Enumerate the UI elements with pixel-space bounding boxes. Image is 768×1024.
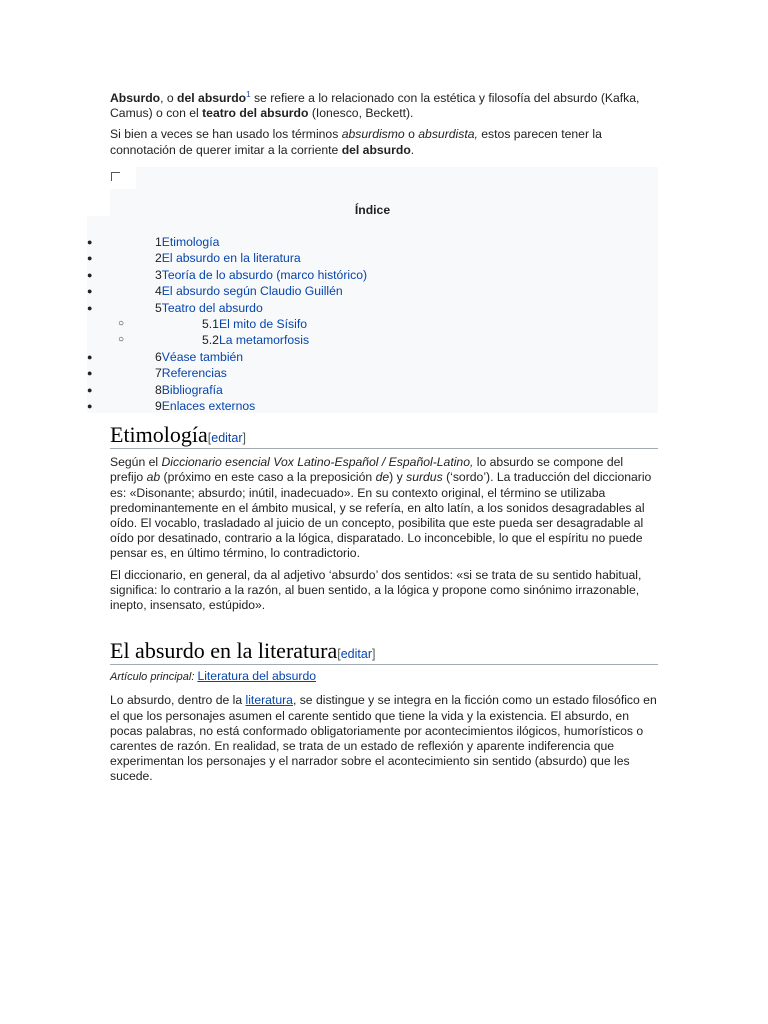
disc-bullet-icon: ● bbox=[87, 400, 93, 411]
toc-item-link[interactable]: La metamorfosis bbox=[218, 333, 310, 348]
section-heading-literatura bbox=[110, 638, 658, 665]
hatnote bbox=[110, 669, 658, 685]
toc-item-number: 7 bbox=[155, 366, 162, 381]
toc-item-number: 1 bbox=[155, 235, 162, 249]
term-del-absurdo: del absurdo bbox=[341, 142, 411, 157]
toc-item-number: 4 bbox=[155, 284, 162, 299]
toc-item-link[interactable]: Referencias bbox=[161, 366, 227, 381]
toc-item[interactable] bbox=[87, 283, 658, 299]
toc-item[interactable] bbox=[87, 365, 658, 381]
toc-item-number: 5.1 bbox=[202, 316, 219, 331]
toc-entry bbox=[155, 365, 227, 381]
hatnote-label: Artículo principal: bbox=[110, 671, 195, 684]
circle-bullet-icon: ○ bbox=[118, 317, 125, 329]
toc-item-link[interactable]: Véase también bbox=[161, 349, 244, 364]
edit-link-etimologia[interactable]: editar bbox=[211, 431, 243, 445]
heading-text: El absurdo en la literatura bbox=[110, 638, 338, 663]
circle-bullet-icon: ○ bbox=[118, 334, 125, 346]
toc-item[interactable] bbox=[87, 349, 658, 365]
toc-item-link[interactable]: Teatro del absurdo bbox=[161, 300, 263, 315]
intro-text: , o bbox=[160, 91, 178, 105]
toc-item[interactable] bbox=[87, 300, 658, 316]
toc-entry bbox=[155, 250, 301, 266]
toc-entry bbox=[202, 332, 309, 348]
term-absurdo: Absurdo bbox=[110, 91, 161, 105]
disc-bullet-icon: ● bbox=[87, 368, 93, 379]
toc-item[interactable] bbox=[87, 316, 658, 332]
toc-item[interactable] bbox=[87, 250, 658, 266]
dictionary-title: Diccionario esencial Vox Latino-Español / Español-Latino, bbox=[161, 455, 474, 470]
toc-list bbox=[87, 234, 658, 414]
toc-item[interactable] bbox=[87, 267, 658, 283]
edit-section bbox=[208, 431, 246, 445]
section-literatura bbox=[110, 638, 658, 791]
edit-bracket-open: [ bbox=[207, 431, 212, 445]
intro-text: o bbox=[404, 127, 419, 142]
edit-bracket-open: [ bbox=[337, 647, 341, 661]
body-text: Lo absurdo, dentro de la bbox=[110, 693, 246, 708]
term-absurdismo: absurdismo bbox=[341, 127, 405, 142]
toc-item-link[interactable]: Enlaces externos bbox=[161, 398, 256, 413]
disc-bullet-icon: ● bbox=[87, 237, 93, 247]
disc-bullet-icon: ● bbox=[87, 286, 93, 297]
term-surdus: surdus bbox=[406, 470, 443, 485]
etimologia-paragraph-2: El diccionario, en general, da al adjetivo ‘absurdo’ dos sentidos: «si se trata de su sentido habitual, significa: lo contrario a la razón, al buen sentido, a la lógica y propone como sinónimo irrazonable, inepto, insensato, estúpido». bbox=[110, 567, 642, 613]
toc-entry bbox=[155, 283, 343, 299]
main-article-link[interactable]: Literatura del absurdo bbox=[197, 669, 317, 684]
toc-item-link[interactable]: Teoría de lo absurdo (marco histórico) bbox=[161, 267, 368, 282]
edit-bracket-close: ] bbox=[372, 647, 376, 661]
toc-item-number: 5.2 bbox=[202, 333, 219, 348]
toc-item-link[interactable]: El absurdo según Claudio Guillén bbox=[161, 284, 343, 299]
toc-item[interactable] bbox=[87, 382, 658, 398]
heading-text: Etimología bbox=[110, 422, 208, 447]
term-ab: ab bbox=[146, 470, 161, 485]
edit-link-literatura[interactable]: editar bbox=[340, 647, 373, 661]
toc-item-number: 6 bbox=[155, 349, 162, 364]
toc-entry bbox=[155, 398, 255, 414]
disc-bullet-icon: ● bbox=[87, 302, 93, 313]
article-content bbox=[110, 91, 658, 164]
literatura-link[interactable]: literatura bbox=[245, 693, 293, 708]
term-absurdista: absurdista, bbox=[418, 127, 478, 142]
intro-text: estos parecen tener la connotación de querer imitar a la corriente bbox=[110, 127, 602, 157]
intro-paragraph-2 bbox=[110, 127, 658, 157]
intro-text: Si bien a veces se han usado los términos bbox=[110, 127, 342, 142]
toc-item-number: 9 bbox=[155, 398, 162, 413]
toc-entry bbox=[155, 234, 219, 250]
literatura-paragraph-1 bbox=[110, 693, 658, 784]
toc-entry bbox=[155, 267, 367, 283]
toc-item-number: 2 bbox=[155, 251, 162, 266]
toc-item-number: 3 bbox=[155, 267, 162, 282]
edit-bracket-close: ] bbox=[242, 431, 247, 445]
term-teatro-del-absurdo: teatro del absurdo bbox=[202, 106, 309, 121]
toc-item[interactable] bbox=[87, 234, 658, 250]
body-text: (próximo en este caso a la preposición bbox=[160, 470, 376, 485]
intro-paragraph-1 bbox=[110, 91, 658, 121]
toc-item-number: 5 bbox=[155, 300, 162, 315]
body-text: (‘sordo’). La traducción del diccionario es: «Disonante; absurdo; inútil, inadecuado». En su contexto original, el término se utilizaba predominantemente en el ámbito musical, y se refería, en alto latín, a los sonidos desagradables al oído. El vocablo, trasladado al juicio de un concepto, posibilita que este pueda ser desagradable al oído por desatinado, contrario a la lógica, disparatado. Lo inconcebible, lo que el espíritu no puede pensar es, en último término, lo contradictorio. bbox=[110, 470, 652, 561]
etimologia-paragraph-1 bbox=[110, 455, 658, 561]
body-text: lo absurdo se compone del prefijo bbox=[110, 455, 624, 485]
intro-text: . bbox=[410, 142, 415, 157]
toc-entry bbox=[202, 316, 307, 332]
disc-bullet-icon: ● bbox=[87, 269, 93, 280]
section-etimologia bbox=[110, 422, 658, 619]
section-heading-etimologia bbox=[110, 422, 658, 449]
toc-item-number: 8 bbox=[155, 382, 162, 397]
body-text: Según el bbox=[110, 455, 162, 470]
term-del-absurdo: del absurdo bbox=[177, 91, 247, 105]
intro-text: (Ionesco, Beckett). bbox=[308, 106, 414, 121]
reference-link[interactable]: 1 bbox=[246, 89, 251, 99]
toc-toggle-checkbox-icon[interactable] bbox=[111, 172, 120, 181]
body-text: , se distingue y se integra en la ficción como un estado filosófico en el que los personajes asumen el carente sentido que tiene la vida y la existencia. El absurdo, en pocas palabras, no está conformado obligatoriamente por acontecimientos ilógicos, humorísticos o carentes de razón. En realidad, se trata de un estado de reflexión y aparente indiferencia que experimentan los personajes y el narrador sobre el acontecimiento sin sentido (absurdo) que les sucede. bbox=[110, 693, 657, 784]
disc-bullet-icon: ● bbox=[87, 351, 93, 362]
toc-item[interactable] bbox=[87, 332, 658, 348]
toc-item-link[interactable]: Bibliografía bbox=[161, 382, 223, 397]
toc-item-link[interactable]: El mito de Sísifo bbox=[218, 316, 308, 331]
disc-bullet-icon: ● bbox=[87, 253, 93, 264]
disc-bullet-icon: ● bbox=[87, 384, 93, 395]
intro-text: se refiere a lo relacionado con la estética y filosofía del absurdo (Kafka, Camus) o con el bbox=[110, 91, 640, 121]
toc-item[interactable] bbox=[87, 398, 658, 414]
toc-title: Índice bbox=[354, 203, 391, 217]
toc-item-link[interactable]: El absurdo en la literatura bbox=[161, 251, 301, 266]
toc-entry bbox=[155, 300, 263, 316]
table-of-contents bbox=[87, 167, 658, 413]
toc-item-link[interactable]: Etimología bbox=[161, 235, 220, 249]
toc-entry bbox=[155, 349, 243, 365]
edit-section bbox=[337, 647, 375, 661]
term-de: de bbox=[375, 470, 390, 485]
toc-entry bbox=[155, 382, 223, 398]
body-text: ) y bbox=[389, 470, 407, 485]
